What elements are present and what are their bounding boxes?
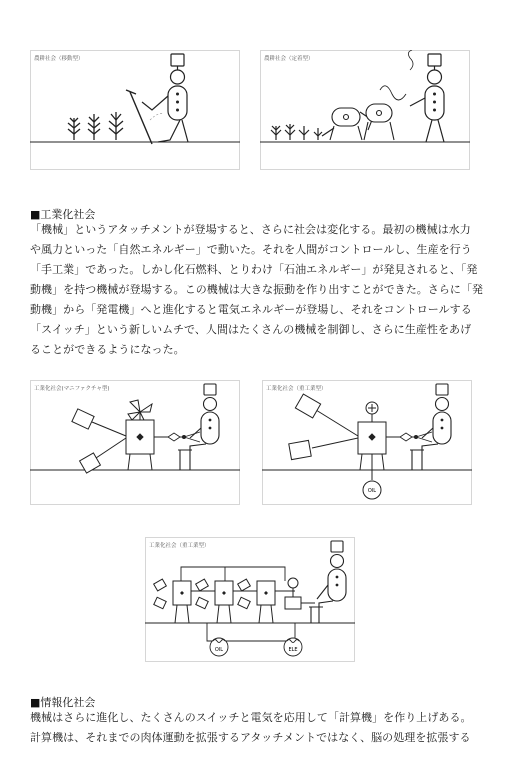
body-line: 機械はさらに進化し、たくさんのスイッチと電気を応用して「計算機」を作り上げある。 — [30, 711, 472, 724]
body-line: 計算機は、それまでの肉体運動を拡張するアタッチメントではなく、脳の処理を拡張する — [30, 731, 471, 744]
figure-caption: 工業化社会（重工業型） — [149, 543, 210, 549]
figure-agriculture-settled — [260, 50, 470, 170]
body-line: 「スイッチ」という新しいムチで、人間はたくさんの機械を制御し、さらに生産性をあげ — [30, 323, 472, 336]
body-line: ることができるようになった。 — [30, 343, 185, 356]
section-heading-industrial: ■工業化社会 — [30, 208, 96, 221]
figure-industrial-heavy-electric — [145, 537, 355, 662]
body-line: 「機械」というアタッチメントが登場すると、さらに社会は変化する。最初の機械は水力 — [30, 223, 471, 236]
oil-label: OIL — [367, 488, 377, 494]
section-body-industrial — [30, 220, 498, 360]
illustration-farmer-with-animals — [260, 50, 470, 170]
figure-caption: 工業化社会（重工業型） — [266, 386, 327, 392]
figure-caption: 工業化社会(マニファクチャ型) — [34, 386, 110, 392]
illustration-oil-engine-machine — [262, 380, 472, 505]
ele-label: ELE — [288, 647, 298, 653]
figure-caption: 農耕社会（定着型） — [264, 56, 314, 62]
oil-label: OIL — [214, 647, 224, 653]
section-heading-information: ■情報化社会 — [30, 696, 96, 709]
body-line: 「手工業」であった。しかし化石燃料、とりわけ「石油エネルギー」が発見されると、「発 — [30, 263, 478, 276]
figure-caption: 農耕社会（移動型） — [34, 56, 84, 62]
illustration-windmill-machine — [30, 380, 240, 505]
section-body-information — [30, 708, 498, 748]
figure-industrial-heavy — [262, 380, 472, 505]
illustration-multi-machine-switch — [145, 537, 355, 662]
figure-industrial-manufacture — [30, 380, 240, 505]
body-line: 動機」を持つ機械が登場する。この機械は大きな振動を作り出すことができた。さらに「発 — [30, 283, 484, 296]
body-line: 動機」から「発電機」へと進化すると電気エネルギーが登場し、それをコントロールする — [30, 303, 472, 316]
body-line: や風力といった「自然エネルギー」で動いた。それを人間がコントロールし、生産を行う — [30, 243, 472, 256]
illustration-farmer-plowing — [30, 50, 240, 170]
figure-agriculture-mobile — [30, 50, 240, 170]
